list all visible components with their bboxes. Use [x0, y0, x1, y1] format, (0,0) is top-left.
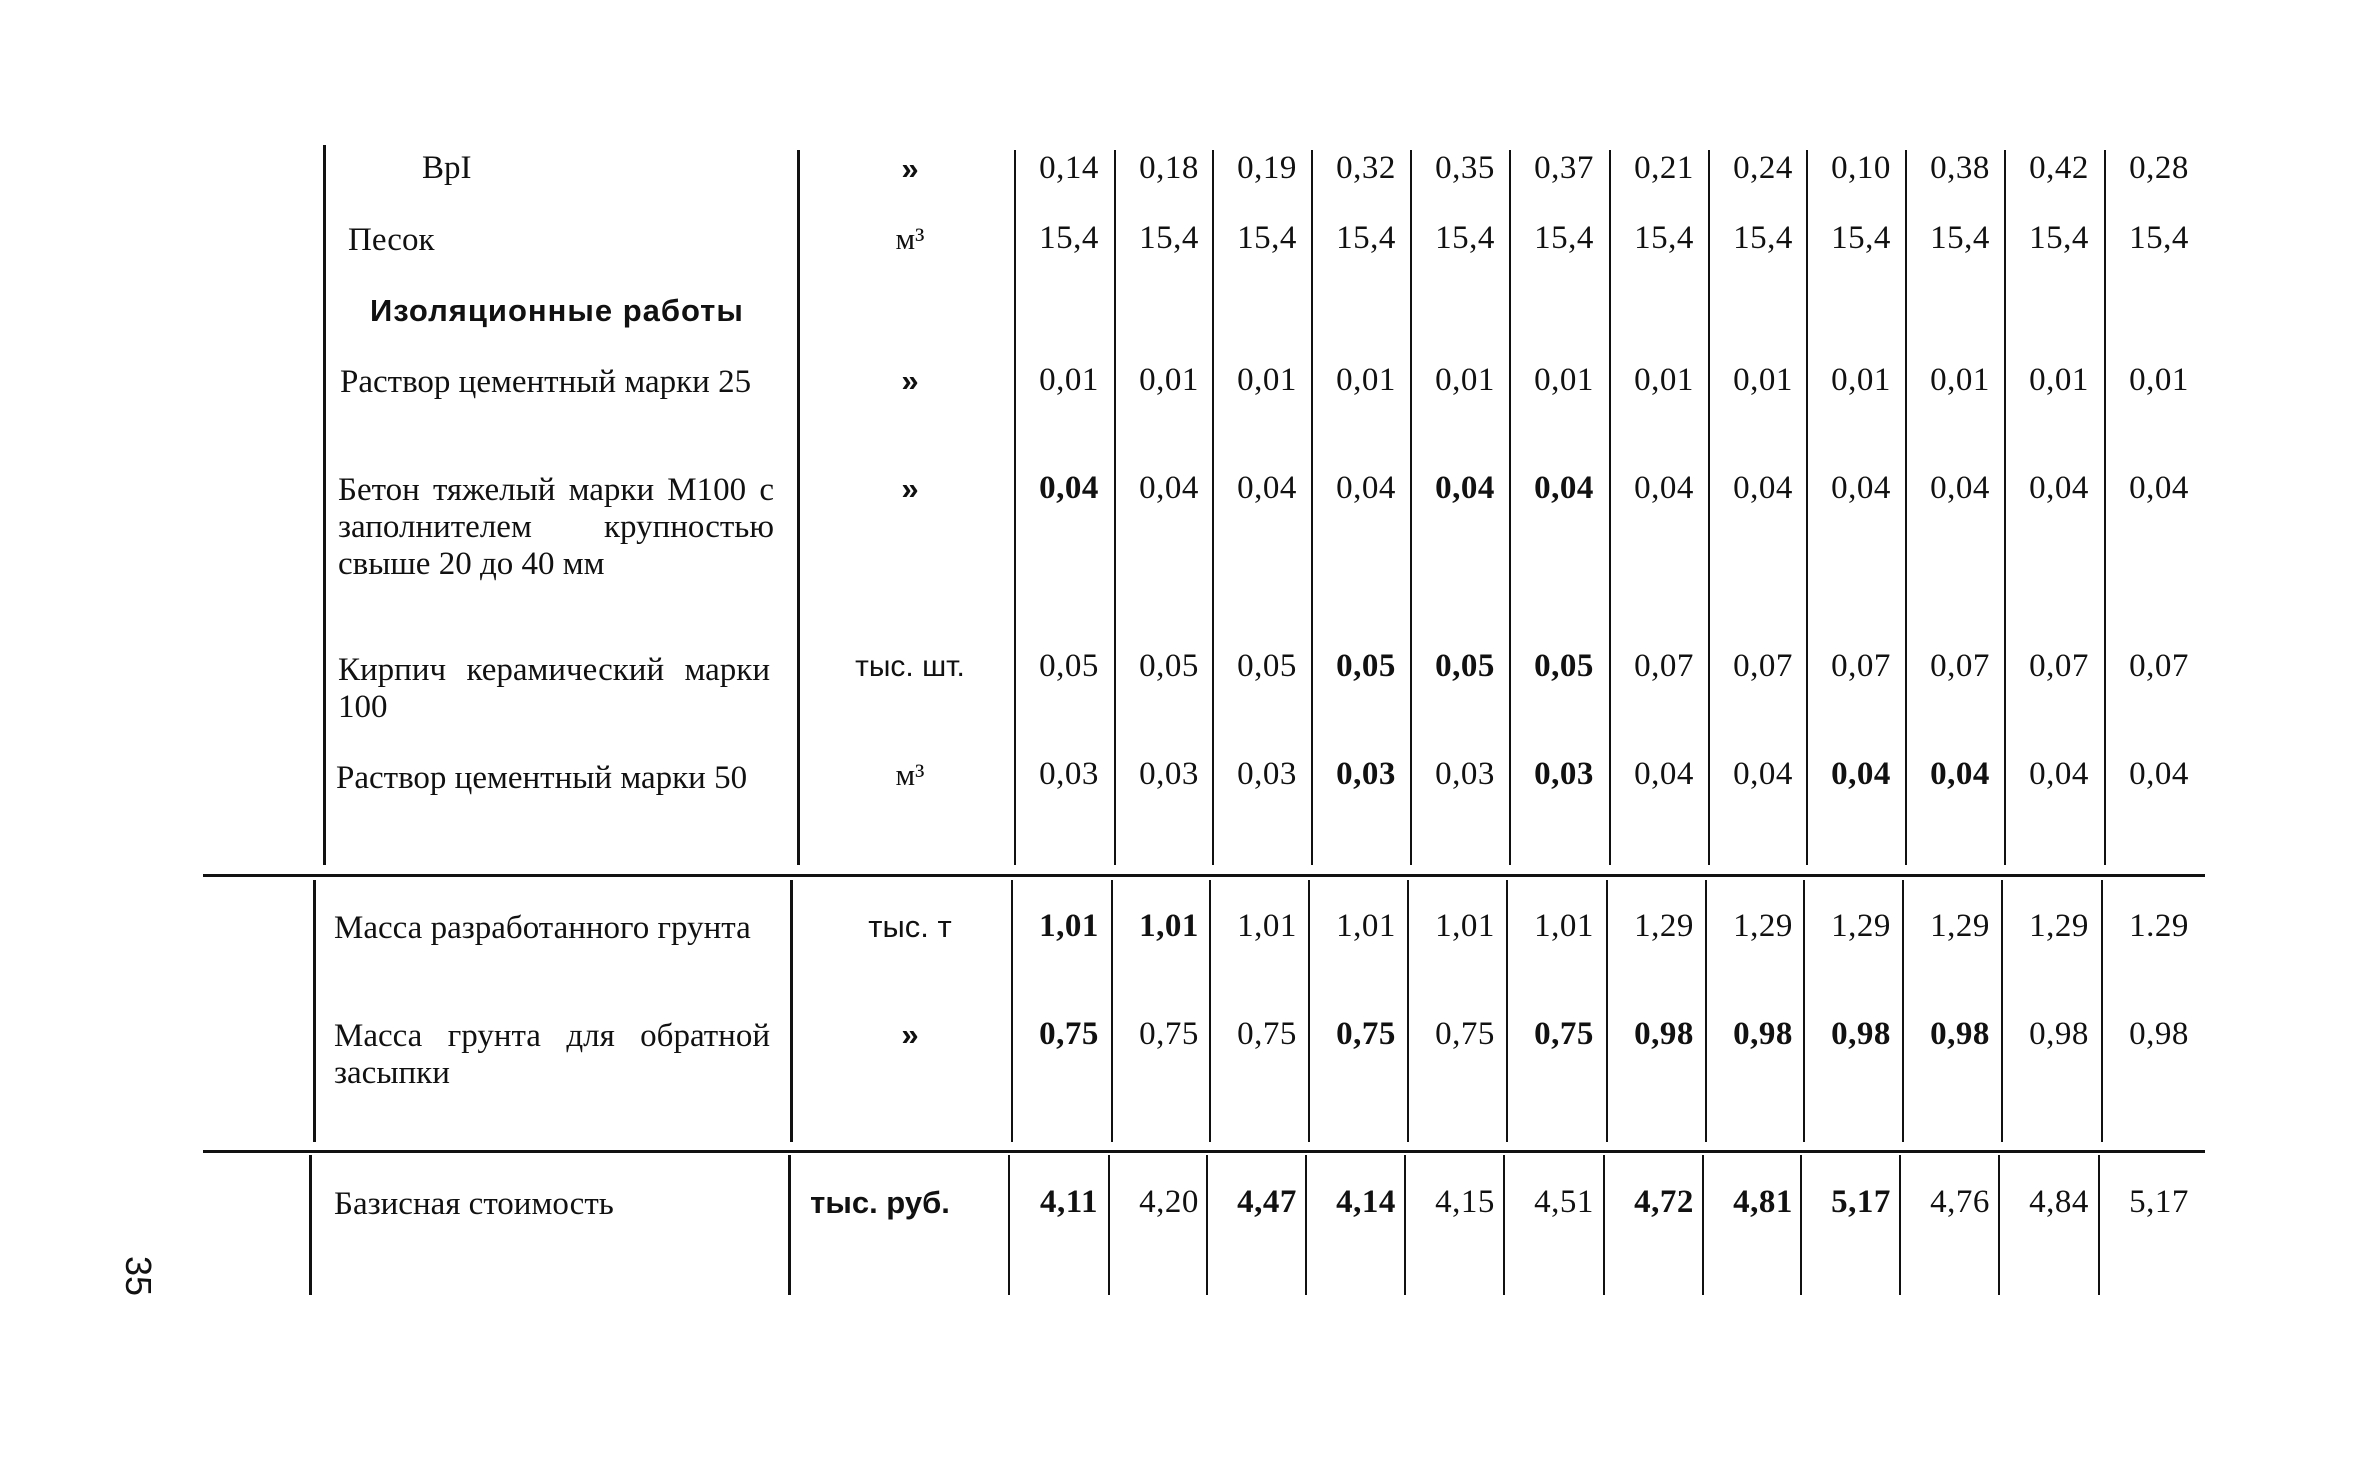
- value-cell: 0,04: [1534, 470, 1594, 506]
- value-cell: 5,17: [2129, 1184, 2189, 1220]
- row-unit: »: [901, 151, 919, 186]
- value-cell: 0,05: [1139, 648, 1199, 684]
- value-cell: 4,72: [1634, 1184, 1694, 1220]
- column-divider: [2098, 1155, 2100, 1295]
- column-divider: [788, 1155, 791, 1295]
- value-cell: 1,29: [1733, 908, 1793, 944]
- value-cell: 0,07: [2129, 648, 2189, 684]
- row-unit: тыс. шт.: [855, 650, 965, 683]
- value-cell: 0,24: [1733, 150, 1793, 186]
- value-cell: 5,17: [1831, 1184, 1891, 1220]
- value-cell: 0,04: [1930, 756, 1990, 792]
- value-cell: 0,04: [1733, 470, 1793, 506]
- value-cell: 0,01: [2029, 362, 2089, 398]
- value-cell: 0,01: [1139, 362, 1199, 398]
- row-label: Раствор цементный марки 50: [336, 760, 748, 796]
- row-label: Бетон тяжелый марки М100 с заполнителем крупностью свыше 20 до 40 мм: [338, 472, 774, 582]
- value-cell: 0,98: [1930, 1016, 1990, 1052]
- column-divider: [1503, 1155, 1505, 1295]
- value-cell: 4,51: [1534, 1184, 1594, 1220]
- value-cell: 4,20: [1139, 1184, 1199, 1220]
- value-cell: 15,4: [2129, 220, 2189, 256]
- value-cell: 0,04: [1930, 470, 1990, 506]
- value-cell: 0,01: [1336, 362, 1396, 398]
- row-unit: »: [901, 1017, 919, 1052]
- value-cell: 1,29: [1831, 908, 1891, 944]
- value-cell: 0,03: [1139, 756, 1199, 792]
- column-divider: [1008, 1155, 1010, 1295]
- row-label: Песок: [348, 222, 435, 258]
- section-heading: Изоляционные работы: [370, 293, 744, 328]
- value-cell: 1,01: [1039, 908, 1099, 944]
- value-cell: 0,14: [1039, 150, 1099, 186]
- row-unit: »: [901, 471, 919, 506]
- value-cell: 0,19: [1237, 150, 1297, 186]
- value-cell: 15,4: [1237, 220, 1297, 256]
- column-divider: [1206, 1155, 1208, 1295]
- value-cell: 0,75: [1039, 1016, 1099, 1052]
- value-cell: 0,18: [1139, 150, 1199, 186]
- column-divider: [1998, 1155, 2000, 1295]
- value-cell: 1,01: [1435, 908, 1495, 944]
- value-cell: 15,4: [1930, 220, 1990, 256]
- column-divider: [1800, 1155, 1802, 1295]
- value-cell: 15,4: [1139, 220, 1199, 256]
- page-number: 35: [118, 1255, 160, 1297]
- value-cell: 0,04: [1733, 756, 1793, 792]
- value-cell: 0,37: [1534, 150, 1594, 186]
- value-cell: 15,4: [1634, 220, 1694, 256]
- value-cell: 0,01: [1930, 362, 1990, 398]
- row-unit: тыс. т: [868, 909, 952, 944]
- value-cell: 0,05: [1237, 648, 1297, 684]
- value-cell: 0,07: [1733, 648, 1793, 684]
- section-divider: [203, 1150, 2205, 1153]
- value-cell: 0,03: [1237, 756, 1297, 792]
- value-cell: 0,05: [1435, 648, 1495, 684]
- value-cell: 4,14: [1336, 1184, 1396, 1220]
- column-divider: [1603, 1155, 1605, 1295]
- value-cell: 0,38: [1930, 150, 1990, 186]
- value-cell: 0,75: [1435, 1016, 1495, 1052]
- row-label: BpI: [422, 150, 472, 186]
- value-cell: 0,07: [1634, 648, 1694, 684]
- row-label: Кирпич керамический марки 100: [338, 652, 770, 725]
- value-cell: 1,01: [1534, 908, 1594, 944]
- value-cell: 0,01: [1733, 362, 1793, 398]
- value-cell: 0,03: [1435, 756, 1495, 792]
- value-cell: 0,07: [1831, 648, 1891, 684]
- value-cell: 0,04: [1634, 470, 1694, 506]
- table-border-left: [309, 1155, 312, 1295]
- value-cell: 0,01: [1237, 362, 1297, 398]
- value-cell: 0,04: [1831, 756, 1891, 792]
- section-divider: [203, 874, 2205, 877]
- value-cell: 4,81: [1733, 1184, 1793, 1220]
- table-border-left: [323, 145, 326, 865]
- value-cell: 0,10: [1831, 150, 1891, 186]
- value-cell: 0,42: [2029, 150, 2089, 186]
- value-cell: 0,04: [1139, 470, 1199, 506]
- value-cell: 0,01: [2129, 362, 2189, 398]
- table-border-left: [313, 880, 316, 1142]
- value-cell: 15,4: [1733, 220, 1793, 256]
- value-cell: 1,01: [1237, 908, 1297, 944]
- value-cell: 1,29: [1634, 908, 1694, 944]
- value-cell: 4,84: [2029, 1184, 2089, 1220]
- value-cell: 1,01: [1139, 908, 1199, 944]
- value-cell: 0,01: [1831, 362, 1891, 398]
- value-cell: 0,75: [1534, 1016, 1594, 1052]
- value-cell: 1,29: [1930, 908, 1990, 944]
- value-cell: 0,28: [2129, 150, 2189, 186]
- value-cell: 1,01: [1336, 908, 1396, 944]
- value-cell: 0,03: [1039, 756, 1099, 792]
- value-cell: 0,04: [1831, 470, 1891, 506]
- value-cell: 0,21: [1634, 150, 1694, 186]
- value-cell: 0,05: [1534, 648, 1594, 684]
- value-cell: 15,4: [1534, 220, 1594, 256]
- value-cell: 0,03: [1336, 756, 1396, 792]
- value-cell: 15,4: [1831, 220, 1891, 256]
- column-divider: [1404, 1155, 1406, 1295]
- row-label: Масса разработанного грунта: [334, 910, 751, 946]
- row-unit: тыс. руб.: [810, 1185, 950, 1220]
- value-cell: 0,04: [1634, 756, 1694, 792]
- value-cell: 0,32: [1336, 150, 1396, 186]
- value-cell: 0,04: [2129, 756, 2189, 792]
- value-cell: 0,98: [2129, 1016, 2189, 1052]
- value-cell: 15,4: [1435, 220, 1495, 256]
- value-cell: 0,04: [2029, 756, 2089, 792]
- value-cell: 0,75: [1237, 1016, 1297, 1052]
- row-label: Масса грунта для обратной засыпки: [334, 1018, 770, 1091]
- row-label: Базисная стоимость: [334, 1186, 614, 1222]
- value-cell: 0,01: [1534, 362, 1594, 398]
- value-cell: 0,04: [1237, 470, 1297, 506]
- value-cell: 0,07: [2029, 648, 2089, 684]
- value-cell: 0,04: [2129, 470, 2189, 506]
- value-cell: 0,03: [1534, 756, 1594, 792]
- value-cell: 0,01: [1634, 362, 1694, 398]
- value-cell: 0,05: [1336, 648, 1396, 684]
- column-divider: [1305, 1155, 1307, 1295]
- value-cell: 0,01: [1435, 362, 1495, 398]
- column-divider: [790, 880, 793, 1142]
- value-cell: 0,04: [2029, 470, 2089, 506]
- value-cell: 15,4: [1039, 220, 1099, 256]
- row-unit: »: [901, 363, 919, 398]
- value-cell: 15,4: [2029, 220, 2089, 256]
- value-cell: 0,75: [1139, 1016, 1199, 1052]
- value-cell: 4,15: [1435, 1184, 1495, 1220]
- value-cell: 0,01: [1039, 362, 1099, 398]
- value-cell: 4,76: [1930, 1184, 1990, 1220]
- value-cell: 0,05: [1039, 648, 1099, 684]
- value-cell: 1,29: [2029, 908, 2089, 944]
- value-cell: 1.29: [2129, 908, 2189, 944]
- value-cell: 0,04: [1039, 470, 1099, 506]
- row-unit: м³: [895, 221, 925, 256]
- column-divider: [1108, 1155, 1110, 1295]
- value-cell: 0,75: [1336, 1016, 1396, 1052]
- value-cell: 0,98: [1733, 1016, 1793, 1052]
- row-label: Раствор цементный марки 25: [340, 364, 752, 400]
- value-cell: 4,11: [1040, 1184, 1098, 1220]
- value-cell: 0,04: [1336, 470, 1396, 506]
- value-cell: 0,98: [1634, 1016, 1694, 1052]
- column-divider: [1702, 1155, 1704, 1295]
- value-cell: 0,07: [1930, 648, 1990, 684]
- value-cell: 0,35: [1435, 150, 1495, 186]
- value-cell: 4,47: [1237, 1184, 1297, 1220]
- column-divider: [1899, 1155, 1901, 1295]
- value-cell: 0,98: [2029, 1016, 2089, 1052]
- value-cell: 15,4: [1336, 220, 1396, 256]
- row-unit: м³: [895, 757, 925, 792]
- value-cell: 0,04: [1435, 470, 1495, 506]
- value-cell: 0,98: [1831, 1016, 1891, 1052]
